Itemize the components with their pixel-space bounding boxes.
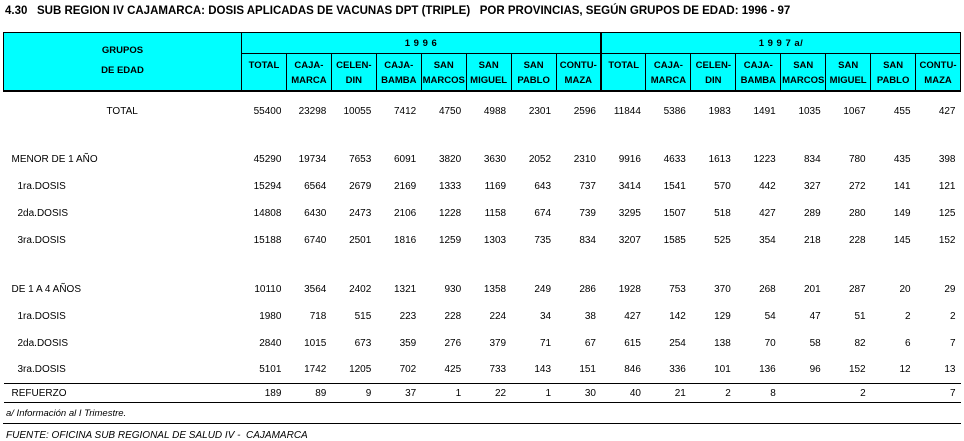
data-cell: 151 <box>579 364 596 376</box>
data-cell: 8 <box>736 384 781 403</box>
data-cell: 2169 <box>394 180 417 192</box>
data-cell: 22 <box>466 384 511 403</box>
data-cell: 71 <box>539 337 552 349</box>
data-cell: 20 <box>899 283 911 295</box>
data-cell: 930 <box>444 283 462 295</box>
data-cell: 15188 <box>253 234 282 246</box>
data-cell: 1259 <box>438 234 462 246</box>
data-cell: 7 <box>949 337 956 349</box>
data-cell: 1980 <box>259 310 282 322</box>
data-cell: 3630 <box>483 153 507 165</box>
data-cell: 427 <box>759 207 776 219</box>
data-cell: 2 <box>905 310 911 322</box>
data-cell: 287 <box>848 283 866 295</box>
data-cell <box>871 384 916 403</box>
data-cell: 2 <box>691 384 736 403</box>
spacer-row <box>4 254 961 276</box>
data-cell: 427 <box>624 310 641 322</box>
data-cell: 359 <box>399 337 417 349</box>
data-cell: 2106 <box>394 207 417 219</box>
data-cell: 615 <box>624 337 641 349</box>
row-label: DE 1 A 4 AÑOS <box>11 283 81 295</box>
data-cell: 718 <box>309 310 327 322</box>
year-header-1996: 1 9 9 6 <box>242 33 602 54</box>
data-cell: 129 <box>714 310 731 322</box>
data-cell: 1 <box>511 384 556 403</box>
data-cell: 753 <box>669 283 686 295</box>
table-body <box>4 91 961 403</box>
data-cell: 21 <box>646 384 691 403</box>
data-cell: 10055 <box>343 105 372 117</box>
data-cell: 1928 <box>618 283 641 295</box>
data-cell: 12 <box>899 364 911 376</box>
dpt-doses-table <box>3 32 961 403</box>
corner-header-grupos-de-edad <box>4 33 242 91</box>
data-cell: 1158 <box>484 207 507 219</box>
data-cell: 3207 <box>618 234 641 246</box>
column-header-1996-celendin: CELEN- DIN <box>331 54 376 91</box>
data-cell: 136 <box>759 364 776 376</box>
data-cell: 398 <box>938 153 956 165</box>
data-cell: 1321 <box>394 283 417 295</box>
data-cell: 223 <box>399 310 417 322</box>
column-header-1997-cajabamba: CAJA- BAMBA <box>736 54 781 91</box>
row-label: 1ra.DOSIS <box>17 310 66 322</box>
data-cell: 149 <box>893 207 911 219</box>
data-cell: 427 <box>938 105 956 117</box>
data-cell: 1585 <box>663 234 686 246</box>
data-cell: 442 <box>759 180 776 192</box>
data-cell: 5101 <box>259 364 282 376</box>
data-cell: 45290 <box>253 153 282 165</box>
data-cell: 2052 <box>528 153 552 165</box>
data-cell: 327 <box>804 180 821 192</box>
data-cell: 4988 <box>483 105 507 117</box>
data-cell: 280 <box>848 207 866 219</box>
data-cell: 70 <box>764 337 776 349</box>
table-row-2da-dosis <box>4 330 961 357</box>
year-header-1997: 1 9 9 7 a/ <box>601 33 961 54</box>
data-cell: 254 <box>669 337 686 349</box>
data-cell: 30 <box>556 384 601 403</box>
data-cell: 1205 <box>349 364 372 376</box>
data-cell: 23298 <box>298 105 327 117</box>
column-header-1996-sanpablo: SAN PABLO <box>511 54 556 91</box>
data-cell: 47 <box>809 310 821 322</box>
data-cell: 2301 <box>528 105 552 117</box>
row-label: 3ra.DOSIS <box>17 234 66 246</box>
data-cell: 10110 <box>254 283 282 295</box>
data-cell: 2596 <box>573 105 596 117</box>
data-cell: 55400 <box>253 105 282 117</box>
data-cell: 228 <box>444 310 462 322</box>
data-cell: 6091 <box>394 153 417 165</box>
data-cell: 733 <box>489 364 507 376</box>
data-cell: 34 <box>539 310 552 322</box>
data-cell: 29 <box>944 283 956 295</box>
data-cell: 2840 <box>259 337 282 349</box>
data-cell: 2310 <box>573 153 596 165</box>
data-cell: 6430 <box>304 207 327 219</box>
column-header-1997-cajamarca: CAJA- MARCA <box>646 54 691 91</box>
data-cell: 152 <box>848 364 866 376</box>
data-cell: 702 <box>399 364 417 376</box>
row-label: MENOR DE 1 AÑO <box>11 153 98 165</box>
data-cell: 518 <box>714 207 731 219</box>
data-cell: 2 <box>949 310 956 322</box>
row-label: REFUERZO <box>4 384 242 403</box>
row-label: 3ra.DOSIS <box>17 364 66 376</box>
data-cell: 82 <box>854 337 866 349</box>
row-label: 2da.DOSIS <box>17 207 69 219</box>
data-cell: 379 <box>489 337 507 349</box>
corner-header-line2: DE EDAD <box>101 65 144 77</box>
data-cell: 1491 <box>753 105 776 117</box>
table-row-2da-dosis <box>4 200 961 227</box>
data-cell: 515 <box>354 310 372 322</box>
spacer-cell <box>4 254 961 276</box>
data-cell: 96 <box>809 364 821 376</box>
data-cell: 11844 <box>613 105 641 117</box>
data-cell: 643 <box>534 180 552 192</box>
data-cell: 125 <box>938 207 956 219</box>
data-cell: 201 <box>804 283 821 295</box>
column-header-1996-sanmarcos: SAN MARCOS <box>421 54 466 91</box>
data-cell: 89 <box>286 384 331 403</box>
data-cell: 1169 <box>484 180 507 192</box>
data-cell: 138 <box>714 337 731 349</box>
data-cell: 1816 <box>394 234 417 246</box>
data-cell: 276 <box>444 337 462 349</box>
data-cell: 7653 <box>349 153 372 165</box>
data-cell: 370 <box>714 283 731 295</box>
data-cell: 1613 <box>708 153 731 165</box>
data-cell: 846 <box>624 364 641 376</box>
data-cell: 5386 <box>663 105 686 117</box>
data-cell: 143 <box>534 364 552 376</box>
spacer-row <box>4 124 961 146</box>
column-header-1997-total: TOTAL <box>601 54 646 91</box>
data-cell: 51 <box>854 310 866 322</box>
data-cell: 6564 <box>304 180 327 192</box>
data-cell: 735 <box>534 234 552 246</box>
data-cell: 4633 <box>663 153 686 165</box>
data-cell: 13 <box>944 364 956 376</box>
data-cell: 1223 <box>753 153 776 165</box>
data-cell: 218 <box>804 234 821 246</box>
data-cell: 525 <box>714 234 731 246</box>
column-header-1996-total: TOTAL <box>242 54 287 91</box>
corner-header-line1: GRUPOS <box>101 45 144 57</box>
data-cell: 1067 <box>843 105 866 117</box>
data-cell: 2679 <box>349 180 372 192</box>
data-cell <box>781 384 826 403</box>
column-header-1996-contumaza: CONTU- MAZA <box>556 54 601 91</box>
data-cell: 6 <box>905 337 911 349</box>
row-label: TOTAL <box>106 105 138 117</box>
data-cell: 7412 <box>394 105 417 117</box>
data-cell: 336 <box>669 364 686 376</box>
data-cell: 2 <box>826 384 871 403</box>
data-cell: 1541 <box>663 180 686 192</box>
data-cell: 14808 <box>253 207 282 219</box>
data-cell: 9 <box>331 384 376 403</box>
data-cell: 224 <box>489 310 507 322</box>
data-cell: 674 <box>534 207 552 219</box>
data-cell: 189 <box>242 384 287 403</box>
spacer-cell <box>4 124 961 146</box>
column-header-1996-cajabamba: CAJA- BAMBA <box>376 54 421 91</box>
data-cell: 37 <box>376 384 421 403</box>
data-cell: 4750 <box>438 105 462 117</box>
data-cell: 272 <box>848 180 866 192</box>
data-cell: 3295 <box>618 207 641 219</box>
data-cell: 425 <box>444 364 462 376</box>
data-cell: 268 <box>759 283 776 295</box>
table-header <box>4 33 961 91</box>
column-header-1997-sanmiguel: SAN MIGUEL <box>826 54 871 91</box>
data-cell: 3414 <box>618 180 641 192</box>
column-header-1997-sanpablo: SAN PABLO <box>871 54 916 91</box>
data-cell: 54 <box>764 310 776 322</box>
column-header-1997-contumaza: CONTU- MAZA <box>916 54 961 91</box>
data-cell: 673 <box>354 337 372 349</box>
data-cell: 435 <box>893 153 911 165</box>
data-cell: 152 <box>938 234 956 246</box>
page-title: 4.30 SUB REGION IV CAJAMARCA: DOSIS APLICADAS DE VACUNAS DPT (TRIPLE) POR PROVINCIAS, SEGÚN GRUPOS DE EDAD: 1996 - 97 <box>5 5 791 17</box>
data-cell: 38 <box>584 310 596 322</box>
table-row-de-1-a-4-años <box>4 276 961 303</box>
row-label: 1ra.DOSIS <box>17 180 66 192</box>
data-cell: 289 <box>804 207 821 219</box>
data-cell: 1983 <box>708 105 731 117</box>
data-cell: 1035 <box>798 105 821 117</box>
table-row-1ra-dosis <box>4 173 961 200</box>
data-cell: 1 <box>421 384 466 403</box>
column-header-1996-sanmiguel: SAN MIGUEL <box>466 54 511 91</box>
data-cell: 286 <box>579 283 596 295</box>
table-row-menor-de-1-año <box>4 146 961 173</box>
data-cell: 145 <box>893 234 911 246</box>
data-cell: 40 <box>601 384 646 403</box>
table-row-refuerzo <box>4 384 961 403</box>
footnote-note: a/ Información al I Trimestre. <box>3 403 961 424</box>
data-cell: 834 <box>579 234 596 246</box>
data-cell: 455 <box>893 105 911 117</box>
column-header-1997-sanmarcos: SAN MARCOS <box>781 54 826 91</box>
data-cell: 780 <box>848 153 866 165</box>
table-row-3ra-dosis <box>4 227 961 254</box>
data-cell: 1358 <box>483 283 507 295</box>
data-cell: 1228 <box>438 207 462 219</box>
data-cell: 1015 <box>304 337 327 349</box>
data-cell: 354 <box>759 234 776 246</box>
table-row-1ra-dosis <box>4 303 961 330</box>
data-cell: 1507 <box>663 207 686 219</box>
data-cell: 1333 <box>438 180 462 192</box>
data-cell: 2473 <box>349 207 372 219</box>
data-cell: 570 <box>714 180 731 192</box>
data-cell: 142 <box>669 310 686 322</box>
data-cell: 1742 <box>304 364 327 376</box>
table-row-total <box>4 91 961 124</box>
data-cell: 7 <box>916 384 961 403</box>
data-cell: 6740 <box>304 234 327 246</box>
data-cell: 67 <box>584 337 596 349</box>
data-cell: 3564 <box>304 283 327 295</box>
data-cell: 15294 <box>253 180 282 192</box>
data-cell: 1303 <box>483 234 507 246</box>
data-cell: 2501 <box>349 234 372 246</box>
year-header-row <box>4 33 961 54</box>
footnote-source: FUENTE: OFICINA SUB REGIONAL DE SALUD IV - CAJAMARCA <box>6 430 308 441</box>
data-cell: 228 <box>848 234 866 246</box>
data-cell: 739 <box>579 207 596 219</box>
row-label: 2da.DOSIS <box>17 337 69 349</box>
data-cell: 834 <box>804 153 821 165</box>
data-cell: 9916 <box>618 153 641 165</box>
table-row-3ra-dosis <box>4 357 961 384</box>
data-cell: 2402 <box>349 283 372 295</box>
data-cell: 101 <box>714 364 731 376</box>
data-cell: 249 <box>534 283 552 295</box>
data-cell: 3820 <box>438 153 462 165</box>
column-header-1997-celendin: CELEN- DIN <box>691 54 736 91</box>
data-cell: 121 <box>938 180 956 192</box>
column-header-1996-cajamarca: CAJA- MARCA <box>286 54 331 91</box>
data-cell: 141 <box>893 180 911 192</box>
data-cell: 19734 <box>298 153 327 165</box>
data-cell: 737 <box>579 180 596 192</box>
data-cell: 58 <box>809 337 821 349</box>
